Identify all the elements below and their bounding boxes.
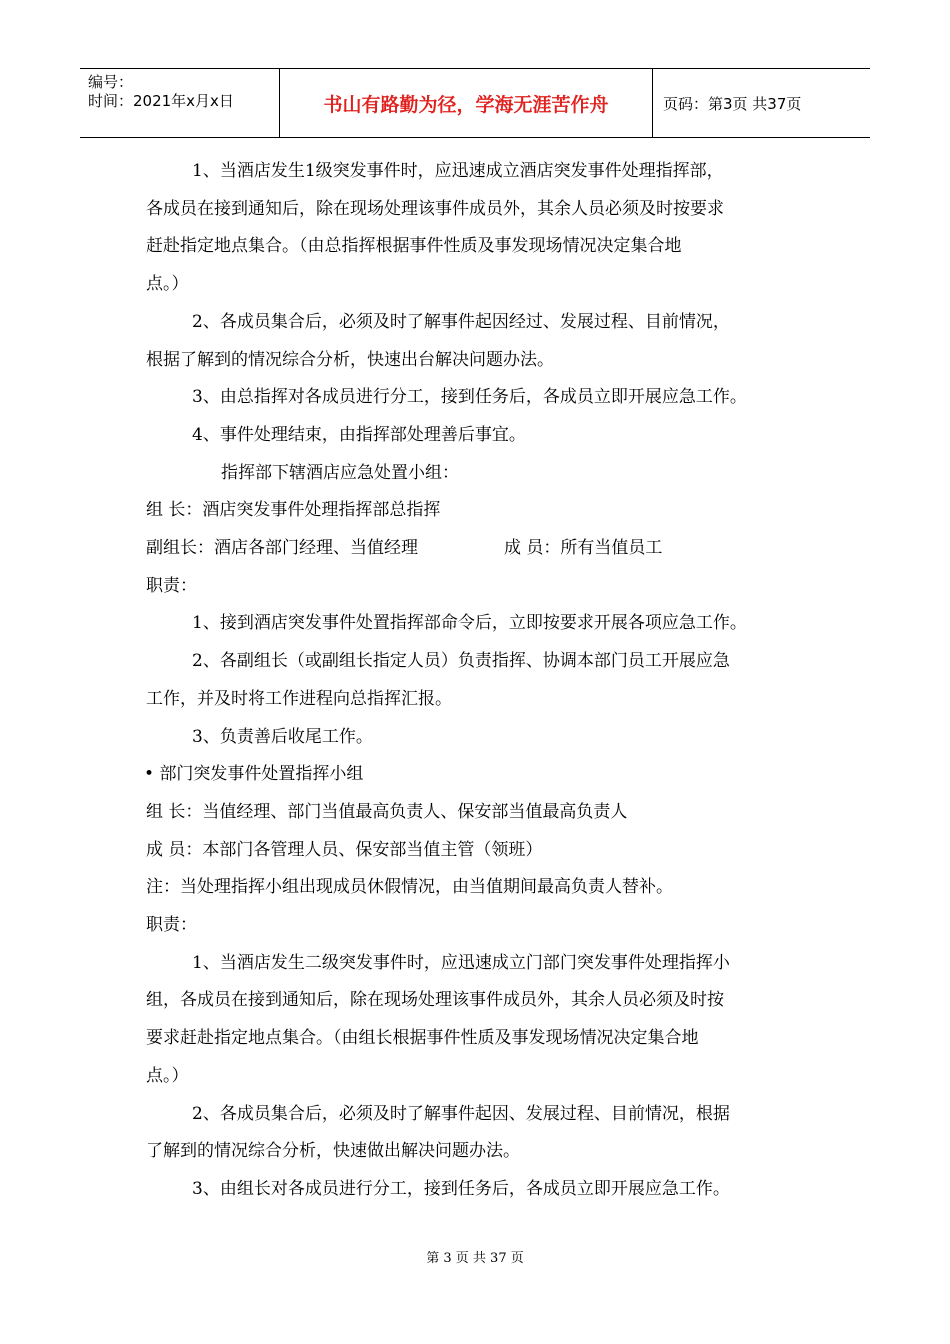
paragraph: 了解到的情况综合分析，快速做出解决问题办法。: [146, 1141, 520, 1162]
paragraph: 各成员在接到通知后，除在现场处理该事件成员外，其余人员必须及时按要求: [146, 198, 724, 219]
paragraph: 点。）: [146, 274, 189, 295]
paragraph: 工作，并及时将工作进程向总指挥汇报。: [146, 688, 452, 709]
dept-members-line: 成 员：本部门各管理人员、保安部当值主管（领班）: [146, 839, 543, 860]
doc-number-label: 编号：: [88, 73, 134, 91]
duty-label: 职责：: [146, 915, 197, 936]
paragraph: 要求赶赴指定地点集合。（由组长根据事件性质及事发现场情况决定集合地: [146, 1028, 699, 1049]
vice-leader-text: 副组长：酒店各部门经理、当值经理: [146, 538, 418, 559]
paragraph: 2、各副组长（或副组长指定人员）负责指挥、协调本部门员工开展应急: [192, 651, 730, 672]
header-motto: 书山有路勤为径，学海无涯苦作舟: [280, 69, 653, 137]
paragraph: 2、各成员集合后，必须及时了解事件起因、发展过程、目前情况，根据: [192, 1103, 730, 1124]
paragraph: 赶赴指定地点集合。（由总指挥根据事件性质及事发现场情况决定集合地: [146, 236, 682, 257]
paragraph: 4、事件处理结束，由指挥部处理善后事宜。: [192, 424, 526, 445]
document-body: [146, 153, 818, 1209]
paragraph: 根据了解到的情况综合分析，快速出台解决问题办法。: [146, 349, 554, 370]
paragraph: 2、各成员集合后，必须及时了解事件起因经过、发展过程、目前情况，: [192, 311, 730, 332]
header-page-label: 页码：第3页 共37页: [663, 94, 802, 113]
paragraph: 3、由组长对各成员进行分工，接到任务后，各成员立即开展应急工作。: [192, 1178, 730, 1199]
dept-leader-line: 组 长：当值经理、部门当值最高负责人、保安部当值最高负责人: [146, 801, 628, 822]
paragraph: 1、当酒店发生1级突发事件时，应迅速成立酒店突发事件处理指挥部，: [192, 161, 724, 181]
paragraph: 3、负责善后收尾工作。: [192, 726, 373, 747]
doc-time-label: 时间：2021年x月x日: [88, 92, 234, 110]
paragraph: 1、接到酒店突发事件处置指挥部命令后，立即按要求开展各项应急工作。: [192, 613, 747, 634]
paragraph: 3、由总指挥对各成员进行分工，接到任务后，各成员立即开展应急工作。: [192, 387, 747, 408]
paragraph: 组，各成员在接到通知后，除在现场处理该事件成员外，其余人员必须及时按: [146, 990, 724, 1011]
paragraph: 点。）: [146, 1065, 189, 1086]
members-text: 成 员：所有当值员工: [504, 538, 663, 559]
duty-label: 职责：: [146, 575, 197, 596]
dept-heading: • 部门突发事件处置指挥小组: [146, 756, 818, 794]
header-meta: [80, 69, 280, 137]
page-footer: 第 3 页 共 37 页: [426, 1251, 524, 1266]
note-line: 注：当处理指挥小组出现成员休假情况，由当值期间最高负责人替补。: [146, 877, 673, 898]
paragraph: 1、当酒店发生二级突发事件时，应迅速成立门部门突发事件处理指挥小: [192, 952, 730, 973]
leader-line: 组 长：酒店突发事件处理指挥部总指挥: [146, 500, 441, 521]
vice-leader-line: [146, 530, 818, 568]
page-header: [80, 68, 870, 138]
section-subheading: 指挥部下辖酒店应急处置小组：: [221, 462, 459, 483]
